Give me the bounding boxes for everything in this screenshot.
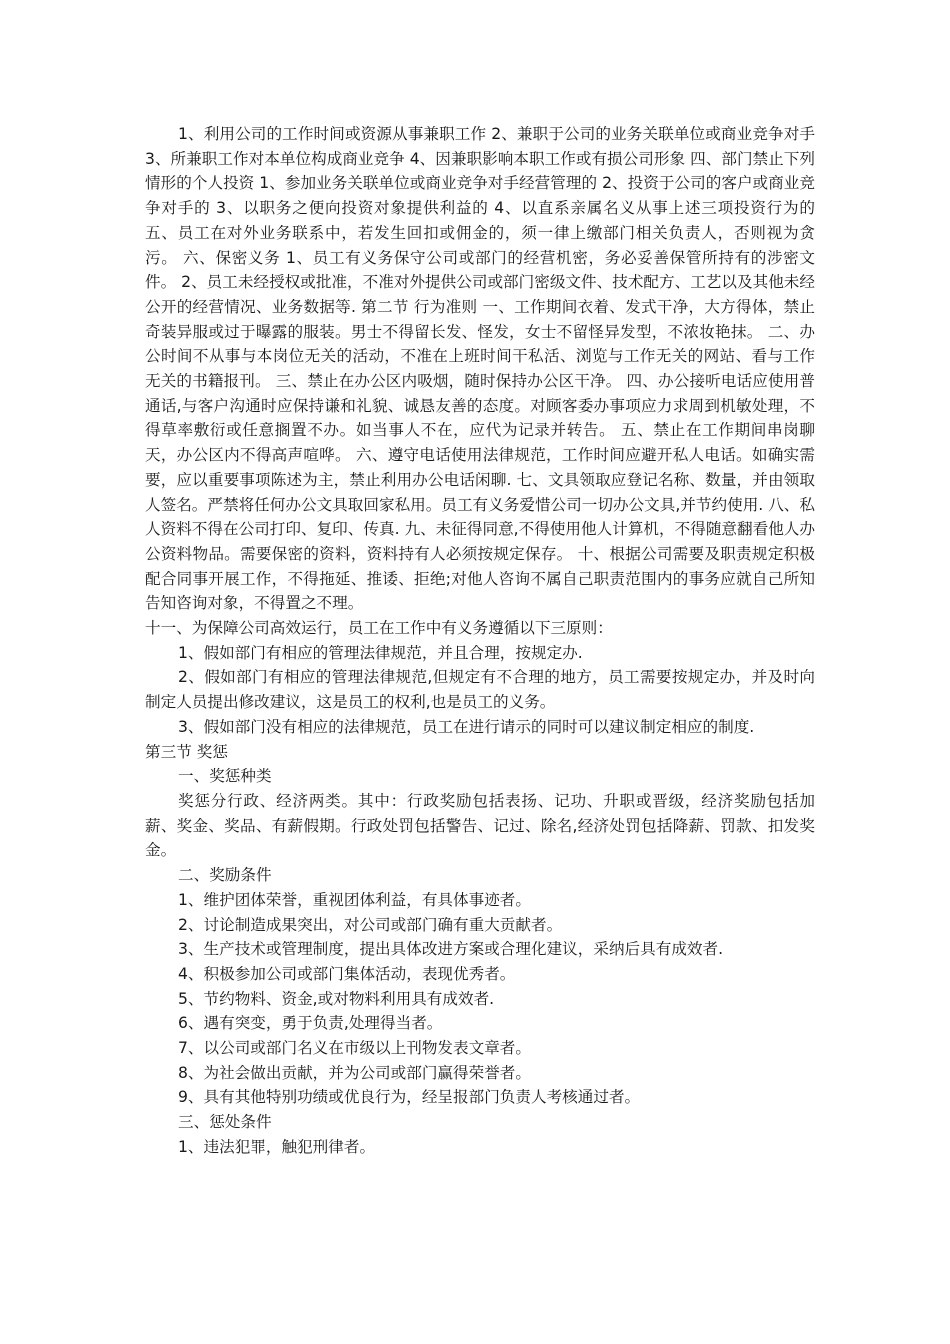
subheading-reward-conditions: 二、奖励条件 [178, 866, 272, 885]
paragraph-principle-2: 2、假如部门有相应的管理法律规范,但规定有不合理的地方，员工需要按规定办，并及时向制定人员提出修改建议，这是员工的权利,也是员工的义务。 [145, 668, 815, 712]
paragraph-conduct-rules: 1、利用公司的工作时间或资源从事兼职工作 2、兼职于公司的业务关联单位或商业竞争对手 3、所兼职工作对本单位构成商业竞争 4、因兼职影响本职工作或有损公司形象 四、部门禁止下列情形的个人投资 1、参加业务关联单位或商业竞争对手经营管理的 2、投资于公司的客户或商业竞争对手的 3、以职务之便向投资对象提供利益的 4、以直系亲属名义从事上述三项投资行为的 五、员工在对外业务联系中，若发生回扣或佣金的，须一律上缴部门相关负责人，否则视为贪污。 六、保密义务 1、员工有义务保守公司或部门的经营机密，务必妥善保管所持有的涉密文件。 2、员工未经授权或批准，不准对外提供公司或部门密级文件、技术配方、工艺以及其他未经公开的经营情况、业务数据等. 第二节 行为准则 一、工作期间衣着、发式干净，大方得体，禁止奇装异服或过于曝露的服装。男士不得留长发、怪发，女士不留怪异发型，不浓妆艳抹。 二、办公时间不从事与本岗位无关的活动，不准在上班时间干私活、浏览与工作无关的网站、看与工作无关的书籍报刊。 三、禁止在办公区内吸烟，随时保持办公区干净。 四、办公接听电话应使用普通话,与客户沟通时应保持谦和礼貌、诚恳友善的态度。对顾客委办事项应力求周到机敏处理，不得草率敷衍或任意搁置不办。如当事人不在，应代为记录并转告。 五、禁止在工作期间串岗聊天，办公区内不得高声喧哗。 六、遵守电话使用法律规范，工作时间应避开私人电话。如确实需要，应以重要事项陈述为主，禁止利用办公电话闲聊. 七、文具领取应登记名称、数量，并由领取人签名。严禁将任何办公文具取回家私用。员工有义务爱惜公司一切办公文具,并节约使用. 八、私人资料不得在公司打印、复印、传真. 九、未征得同意,不得使用他人计算机，不得随意翻看他人办公资料物品。需要保密的资料，资料持有人必须按规定保存。 十、根据公司需要及职责规定积极配合同事开展工作，不得拖延、推诿、拒绝;对他人咨询不属自己职责范围内的事务应就自己所知告知咨询对象，不得置之不理。 [145, 125, 815, 613]
list-item: 3、生产技术或管理制度，提出具体改进方案或合理化建议，采纳后具有成效者. [178, 940, 724, 959]
paragraph-types: 奖惩分行政、经济两类。其中：行政奖励包括表扬、记功、升职或晋级，经济奖励包括加薪、奖金、奖品、有薪假期。行政处罚包括警告、记过、除名,经济处罚包括降薪、罚款、扣发奖金。 [145, 791, 815, 860]
subheading-penalty-conditions: 三、惩处条件 [178, 1113, 272, 1132]
list-item: 5、节约物料、资金,或对物料利用具有成效者. [178, 989, 495, 1008]
list-item: 2、讨论制造成果突出，对公司或部门确有重大贡献者。 [178, 915, 563, 934]
list-item: 6、遇有突变，勇于负责,处理得当者。 [178, 1014, 443, 1033]
list-item: 7、以公司或部门名义在市级以上刊物发表文章者。 [178, 1039, 531, 1058]
document-body [145, 122, 815, 1160]
subheading-types: 一、奖惩种类 [178, 767, 272, 786]
list-item: 1、维护团体荣誉，重视团体利益，有具体事迹者。 [178, 890, 531, 909]
paragraph-principle-1: 1、假如部门有相应的管理法律规范，并且合理，按规定办. [178, 643, 583, 662]
paragraph-three-principles-intro: 十一、为保障公司高效运行，员工在工作中有义务遵循以下三原则： [145, 619, 613, 638]
list-item: 8、为社会做出贡献，并为公司或部门赢得荣誉者。 [178, 1063, 531, 1082]
section-heading-rewards-penalties: 第三节 奖惩 [145, 742, 228, 761]
list-item: 4、积极参加公司或部门集体活动，表现优秀者。 [178, 964, 516, 983]
list-item: 9、具有其他特别功绩或优良行为，经呈报部门负责人考核通过者。 [178, 1088, 641, 1107]
paragraph-principle-3: 3、假如部门没有相应的法律规范，员工在进行请示的同时可以建议制定相应的制度. [178, 717, 755, 736]
list-item: 1、违法犯罪，触犯刑律者。 [178, 1137, 376, 1156]
